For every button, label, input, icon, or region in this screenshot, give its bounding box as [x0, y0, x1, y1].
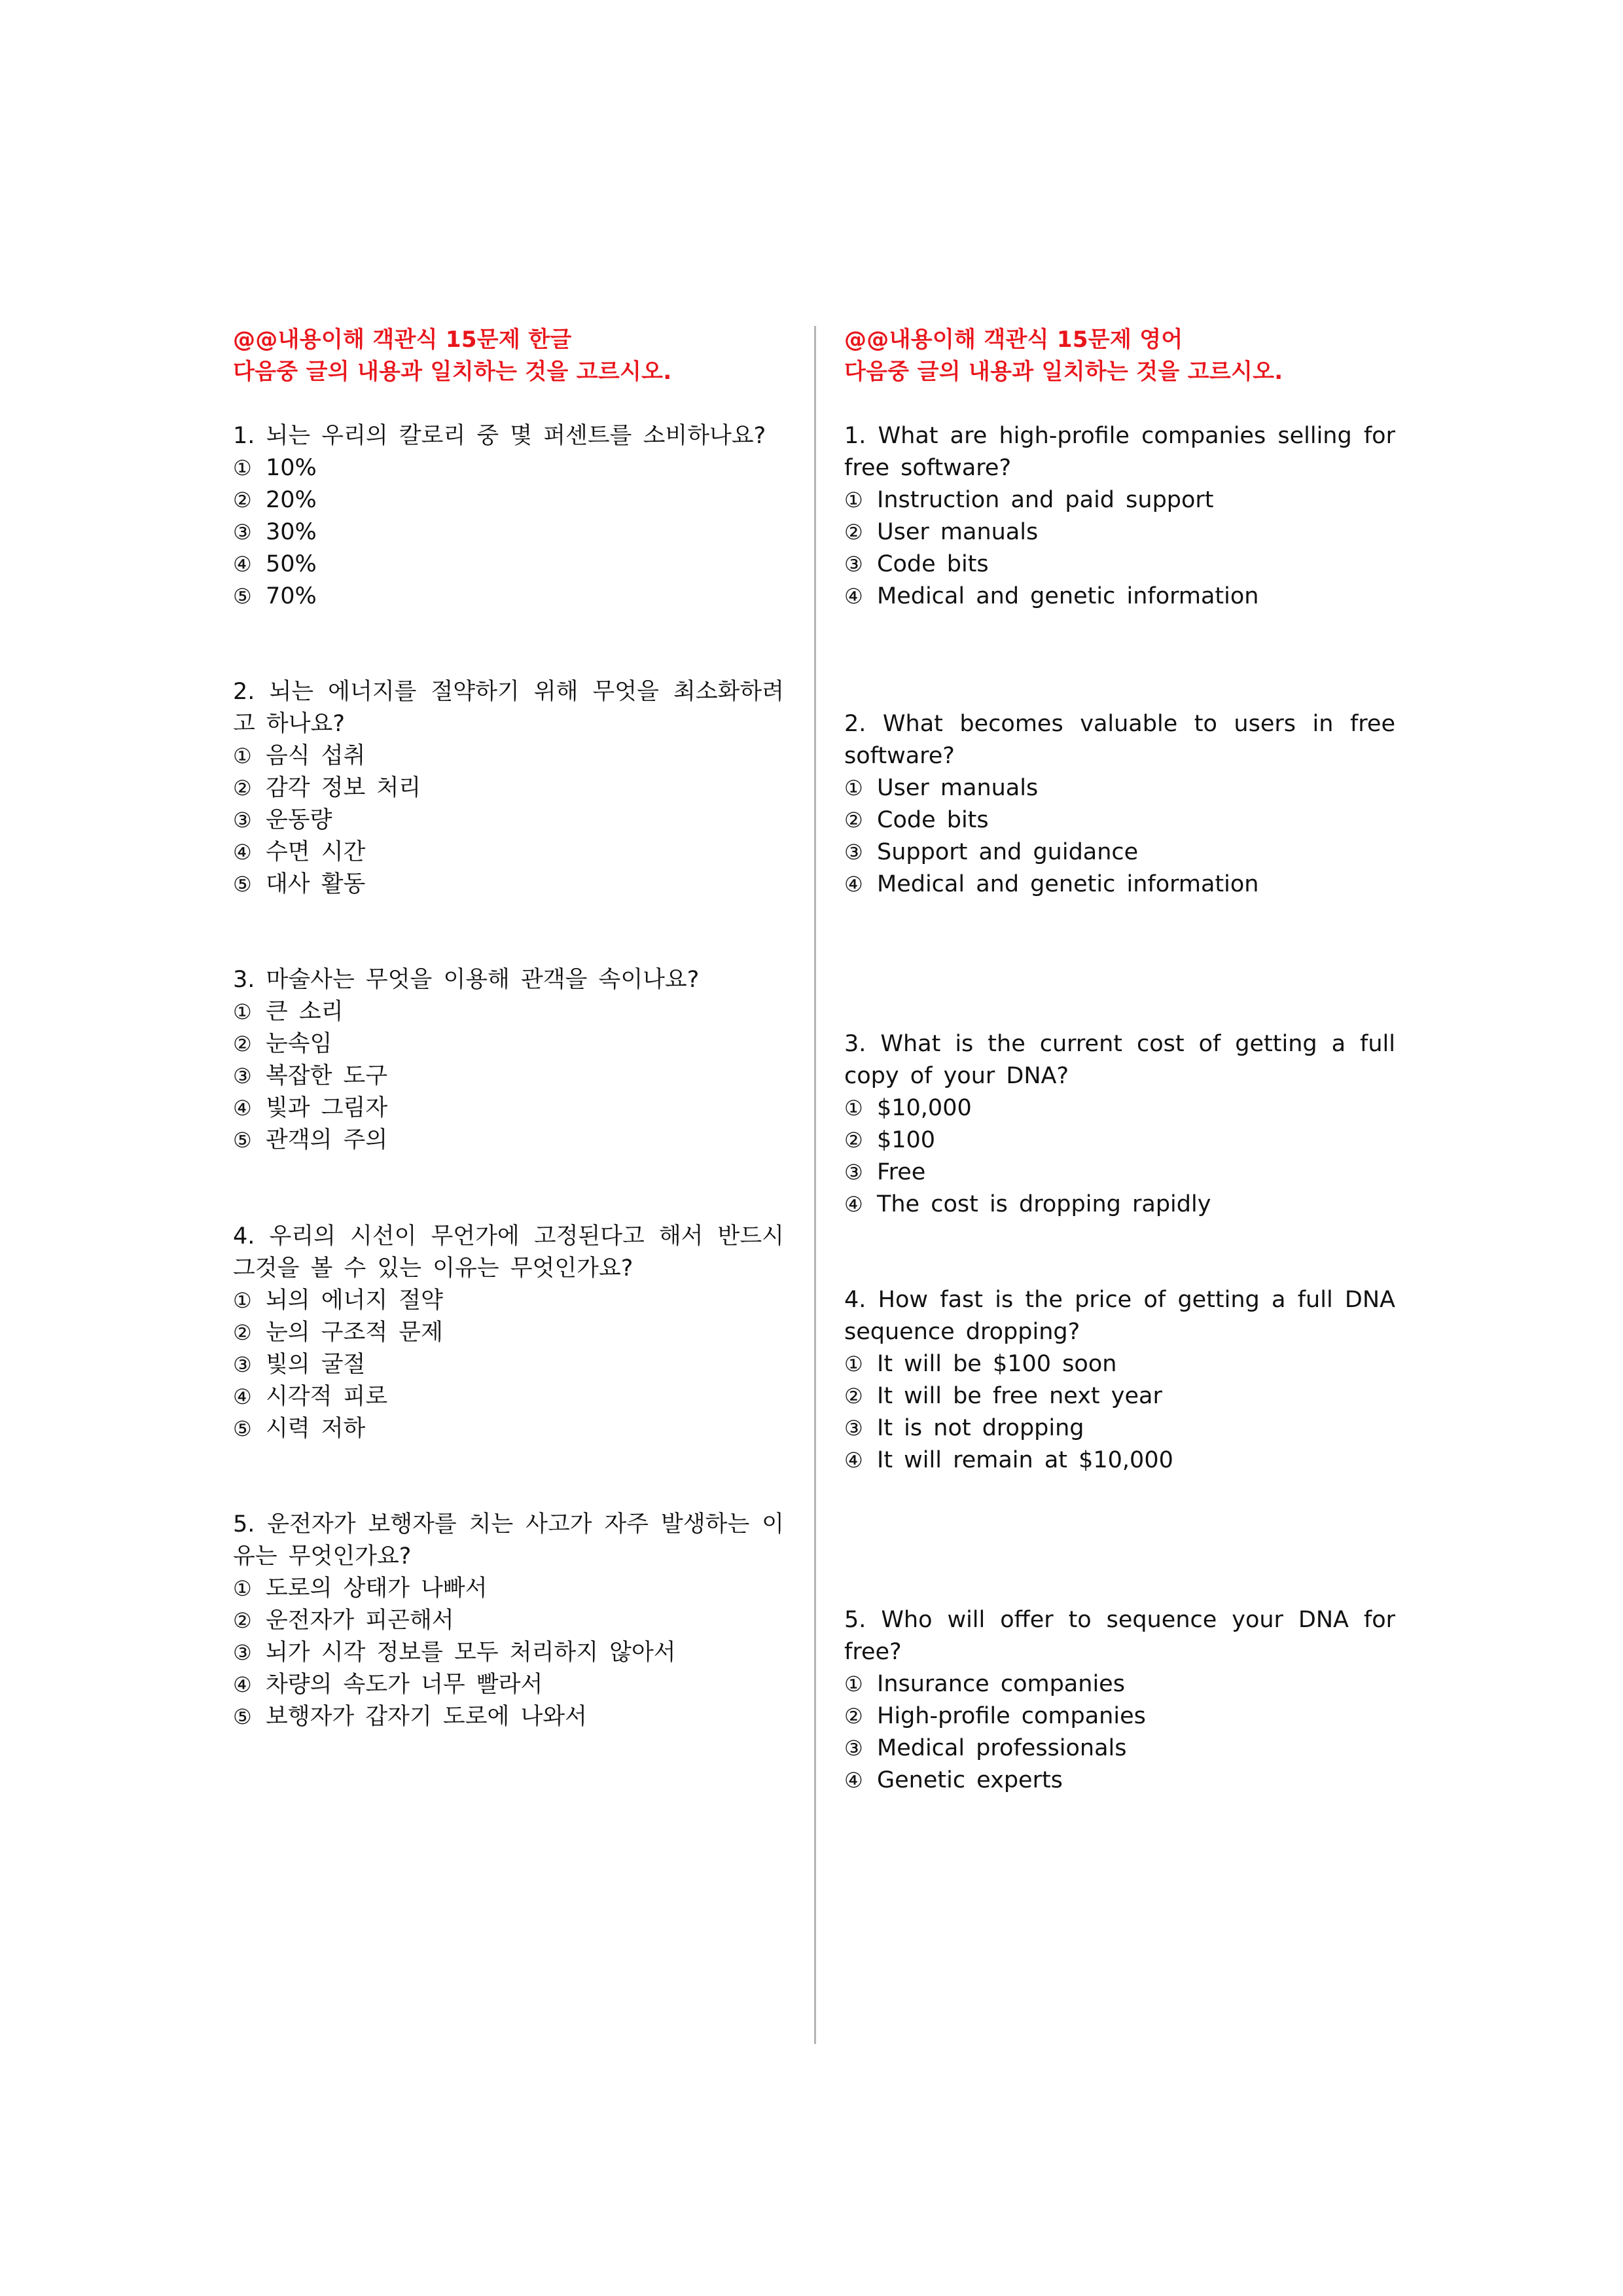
option-marker: ② [844, 1704, 863, 1729]
answer-option[interactable] [233, 1637, 784, 1669]
answer-option[interactable] [233, 1701, 784, 1733]
question-text: 4. How fast is the price of getting a full DNA sequence dropping? [844, 1287, 1395, 1345]
answer-option[interactable] [233, 1669, 784, 1701]
english-section-title: @@내용이해 객관식 15문제 영어 [844, 327, 1183, 353]
answer-option[interactable] [844, 1092, 1395, 1124]
option-marker: ② [233, 488, 252, 512]
option-marker: ③ [844, 1736, 863, 1761]
question-text: 1. 뇌는 우리의 칼로리 중 몇 퍼센트를 소비하나요? [233, 423, 766, 449]
option-label: 수면 시간 [266, 839, 366, 865]
option-label: User manuals [877, 519, 1039, 545]
option-label: $10,000 [877, 1095, 972, 1121]
english-question-1 [844, 420, 1395, 613]
option-label: Genetic experts [877, 1767, 1063, 1793]
option-label: 70% [266, 583, 317, 609]
korean-section-title: @@내용이해 객관식 15문제 한글 [233, 327, 572, 353]
option-marker: ⑤ [233, 1704, 252, 1729]
question-text: 1. What are high-profile companies selling for free software? [844, 423, 1395, 481]
option-label: 큰 소리 [266, 999, 344, 1025]
option-marker: ④ [844, 872, 863, 897]
answer-option[interactable] [233, 996, 784, 1028]
answer-option[interactable] [844, 1732, 1395, 1765]
option-marker: ④ [844, 1448, 863, 1473]
answer-option[interactable] [233, 1060, 784, 1092]
option-marker: ② [844, 808, 863, 833]
english-column [844, 324, 1395, 1793]
option-label: Medical professionals [877, 1735, 1127, 1761]
answer-option[interactable] [233, 1381, 784, 1413]
question-text: 3. 마술사는 무엇을 이용해 관객을 속이나요? [233, 967, 700, 993]
answer-option[interactable] [233, 548, 784, 581]
option-label: 감각 정보 처리 [266, 775, 421, 801]
option-marker: ③ [844, 552, 863, 577]
answer-option[interactable] [233, 484, 784, 516]
option-label: 빛의 굴절 [266, 1352, 366, 1378]
answer-option[interactable] [844, 1380, 1395, 1412]
option-label: The cost is dropping rapidly [877, 1191, 1211, 1217]
answer-option[interactable] [844, 1444, 1395, 1477]
option-marker: ③ [233, 1064, 252, 1088]
answer-option[interactable] [844, 548, 1395, 581]
answer-option[interactable] [844, 1412, 1395, 1444]
answer-option[interactable] [233, 1092, 784, 1124]
answer-option[interactable] [844, 581, 1395, 613]
korean-section-instruction: 다음중 글의 내용과 일치하는 것을 고르시오. [233, 359, 672, 385]
option-marker: ⑤ [233, 872, 252, 897]
option-marker: ③ [233, 520, 252, 545]
option-label: 10% [266, 455, 317, 481]
question-text: 2. What becomes valuable to users in free software? [844, 711, 1395, 769]
option-marker: ④ [844, 1768, 863, 1793]
option-label: 20% [266, 487, 317, 513]
option-label: 시각적 피로 [266, 1384, 388, 1410]
answer-option[interactable] [844, 1765, 1395, 1797]
option-marker: ③ [844, 1160, 863, 1185]
option-marker: ④ [844, 1192, 863, 1217]
answer-option[interactable] [844, 772, 1395, 804]
option-label: Medical and genetic information [877, 871, 1259, 897]
option-marker: ③ [233, 1352, 252, 1377]
option-label: 보행자가 갑자기 도로에 나와서 [266, 1704, 587, 1730]
option-label: 시력 저하 [266, 1416, 366, 1442]
answer-option[interactable] [233, 1605, 784, 1637]
answer-option[interactable] [233, 869, 784, 901]
option-marker: ⑤ [233, 1416, 252, 1441]
answer-option[interactable] [844, 1668, 1395, 1700]
option-marker: ③ [844, 1416, 863, 1441]
option-label: It will remain at $10,000 [877, 1447, 1173, 1473]
option-marker: ⑤ [233, 1128, 252, 1153]
english-question-3 [844, 1028, 1395, 1221]
answer-option[interactable] [233, 452, 784, 484]
answer-option[interactable] [844, 484, 1395, 516]
option-marker: ④ [233, 840, 252, 865]
answer-option[interactable] [233, 836, 784, 869]
answer-option[interactable] [233, 1349, 784, 1381]
korean-question-4 [233, 1221, 784, 1445]
answer-option[interactable] [233, 1285, 784, 1317]
option-marker: ④ [233, 552, 252, 577]
option-marker: ① [233, 999, 252, 1024]
option-marker: ① [844, 1672, 863, 1696]
korean-question-3 [233, 964, 784, 1157]
option-marker: ③ [233, 808, 252, 833]
option-marker: ② [844, 520, 863, 545]
option-label: Code bits [877, 807, 989, 833]
english-question-2 [844, 708, 1395, 901]
answer-option[interactable] [844, 804, 1395, 836]
option-marker: ④ [233, 1384, 252, 1409]
answer-option[interactable] [233, 1317, 784, 1349]
option-marker: ④ [233, 1096, 252, 1121]
question-text: 5. Who will offer to sequence your DNA for free? [844, 1607, 1395, 1665]
option-label: High-profile companies [877, 1703, 1146, 1729]
question-text: 4. 우리의 시선이 무언가에 고정된다고 해서 반드시 그것을 볼 수 있는 이유는 무엇인가요? [233, 1223, 784, 1282]
option-label: 빛과 그림자 [266, 1095, 388, 1121]
option-label: 대사 활동 [266, 871, 366, 897]
option-label: 복잡한 도구 [266, 1063, 388, 1089]
option-label: 운전자가 피곤해서 [266, 1607, 454, 1634]
option-label: Free [877, 1159, 926, 1185]
english-question-4 [844, 1284, 1395, 1477]
option-marker: ② [844, 1384, 863, 1408]
option-marker: ③ [844, 840, 863, 865]
option-label: Instruction and paid support [877, 487, 1214, 513]
option-marker: ① [233, 1576, 252, 1601]
korean-question-1 [233, 420, 784, 613]
answer-option[interactable] [844, 836, 1395, 869]
korean-question-2 [233, 676, 784, 901]
answer-option[interactable] [844, 1189, 1395, 1221]
column-divider [814, 326, 816, 2044]
answer-option[interactable] [233, 1413, 784, 1445]
answer-option[interactable] [844, 516, 1395, 548]
option-label: User manuals [877, 775, 1039, 801]
option-label: 차량의 속도가 너무 빨라서 [266, 1672, 543, 1698]
option-marker: ② [844, 1128, 863, 1153]
option-label: 음식 섭취 [266, 743, 366, 769]
english-question-5 [844, 1604, 1395, 1797]
question-text: 3. What is the current cost of getting a full copy of your DNA? [844, 1031, 1395, 1089]
option-label: It will be free next year [877, 1383, 1162, 1409]
option-marker: ④ [233, 1672, 252, 1697]
option-label: Code bits [877, 551, 989, 577]
option-marker: ① [233, 1288, 252, 1313]
option-label: 운동량 [266, 807, 332, 833]
answer-option[interactable] [233, 581, 784, 613]
question-text: 2. 뇌는 에너지를 절약하기 위해 무엇을 최소화하려고 하나요? [233, 679, 784, 737]
answer-option[interactable] [844, 1124, 1395, 1157]
option-label: 눈의 구조적 문제 [266, 1319, 443, 1346]
option-marker: ① [844, 488, 863, 512]
option-label: 30% [266, 519, 317, 545]
option-label: Insurance companies [877, 1671, 1125, 1697]
option-marker: ② [233, 1031, 252, 1056]
option-label: 뇌의 에너지 절약 [266, 1287, 443, 1314]
answer-option[interactable] [233, 772, 784, 804]
option-marker: ① [844, 1096, 863, 1121]
answer-option[interactable] [233, 516, 784, 548]
option-label: Support and guidance [877, 839, 1139, 865]
english-section-instruction: 다음중 글의 내용과 일치하는 것을 고르시오. [844, 359, 1283, 385]
answer-option[interactable] [233, 740, 784, 772]
answer-option[interactable] [233, 1573, 784, 1605]
option-marker: ② [233, 1320, 252, 1345]
option-label: Medical and genetic information [877, 583, 1259, 609]
option-label: 뇌가 시각 정보를 모두 처리하지 않아서 [266, 1640, 676, 1666]
option-marker: ② [233, 1608, 252, 1633]
option-label: $100 [877, 1127, 936, 1153]
option-marker: ① [844, 1352, 863, 1376]
option-marker: ① [233, 744, 252, 768]
answer-option[interactable] [233, 1124, 784, 1157]
question-text: 5. 운전자가 보행자를 치는 사고가 자주 발생하는 이유는 무엇인가요? [233, 1511, 784, 1570]
korean-question-5 [233, 1509, 784, 1733]
option-label: It will be $100 soon [877, 1351, 1117, 1377]
option-label: It is not dropping [877, 1415, 1084, 1441]
option-label: 눈속임 [266, 1031, 332, 1057]
option-marker: ④ [844, 584, 863, 609]
option-marker: ① [844, 776, 863, 800]
option-label: 도로의 상태가 나빠서 [266, 1575, 488, 1602]
option-marker: ② [233, 776, 252, 800]
option-marker: ① [233, 456, 252, 480]
korean-column [233, 324, 784, 1730]
answer-option[interactable] [233, 1028, 784, 1060]
answer-option[interactable] [844, 1348, 1395, 1380]
option-marker: ⑤ [233, 584, 252, 609]
option-label: 관객의 주의 [266, 1127, 388, 1153]
answer-option[interactable] [844, 1157, 1395, 1189]
answer-option[interactable] [844, 1700, 1395, 1732]
answer-option[interactable] [233, 804, 784, 836]
option-label: 50% [266, 551, 317, 577]
option-marker: ③ [233, 1640, 252, 1665]
answer-option[interactable] [844, 869, 1395, 901]
